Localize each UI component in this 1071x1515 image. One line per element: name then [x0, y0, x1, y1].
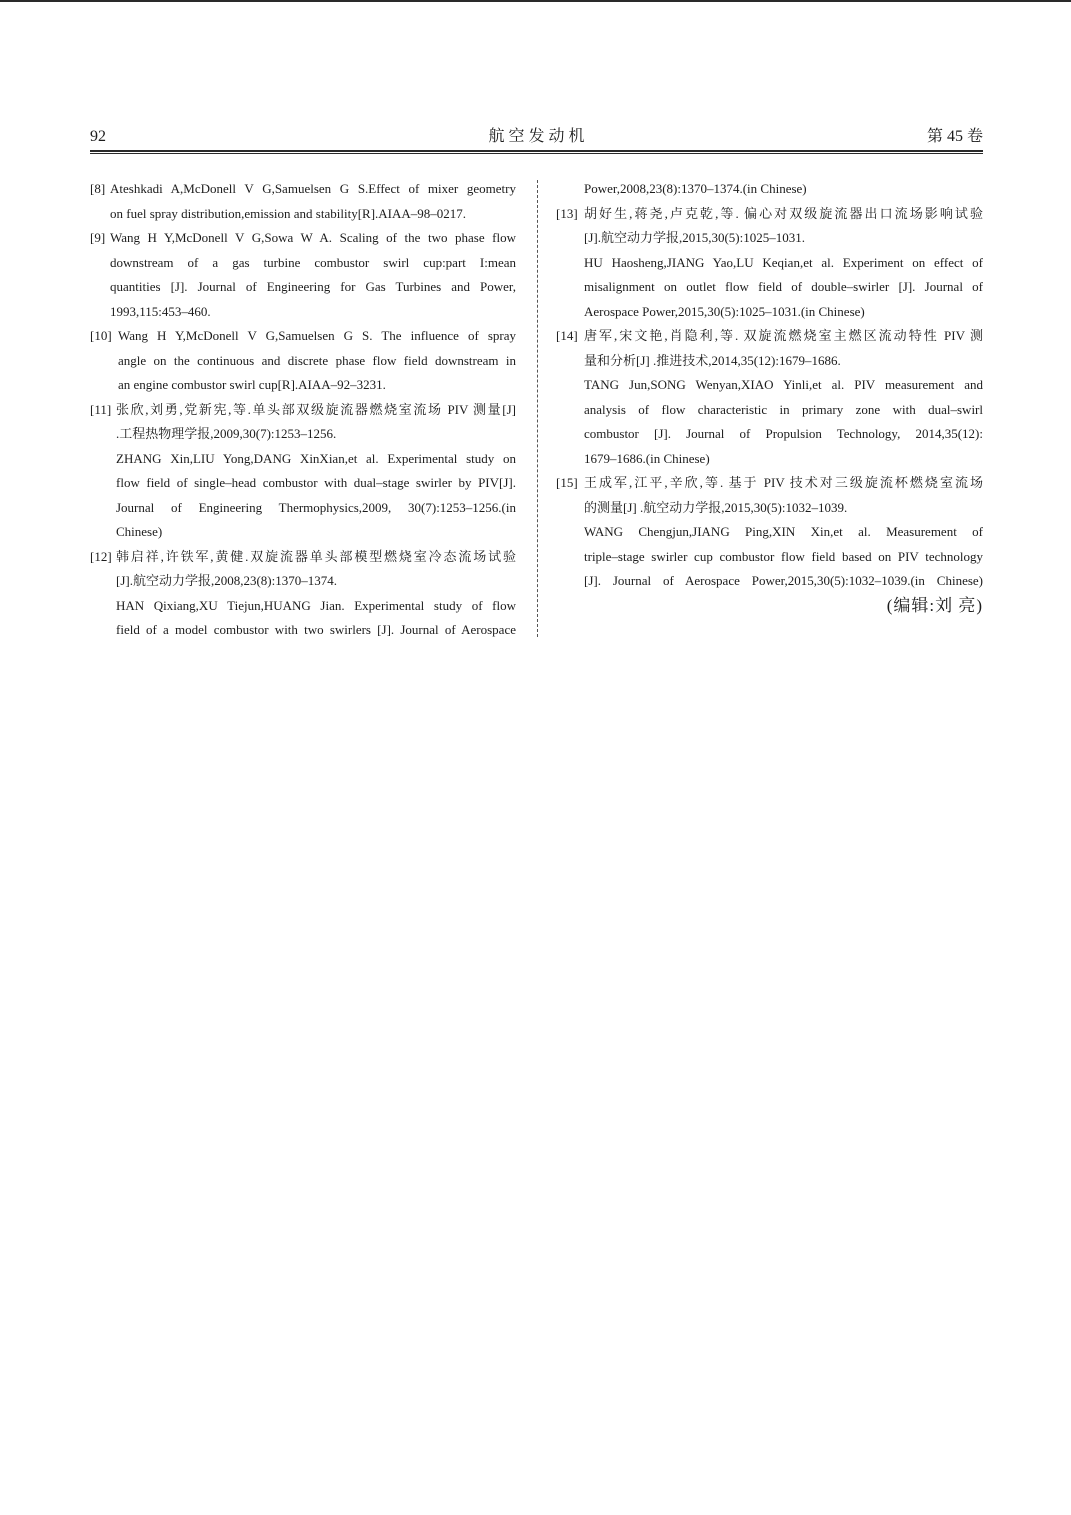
- reference-line: HU Haosheng,JIANG Yao,LU Keqian,et al. Experiment on effect of: [584, 254, 983, 270]
- header-rule: [90, 150, 983, 152]
- reference-label: [11]: [90, 401, 112, 417]
- reference-line: Aerospace Power,2015,30(5):1025–1031.(in Chinese): [584, 303, 865, 319]
- reference-line: Wang H Y,McDonell V G,Sowa W A. Scaling of the two phase flow: [110, 230, 516, 245]
- reference-line: combustor [J]. Journal of Propulsion Technology, 2014,35(12):: [584, 426, 983, 441]
- reference-line: Power,2008,23(8):1370–1374.(in Chinese): [584, 181, 807, 196]
- reference-body: [584, 324, 983, 471]
- reference-entry-14: [556, 324, 983, 471]
- reference-line: 王成军,江平,辛欣,等. 基于 PIV 技术对三级旋流杯燃烧室流场: [584, 475, 983, 490]
- references-left-column: [90, 177, 516, 643]
- header-rule-thin: [90, 153, 983, 154]
- reference-line: 胡好生,蒋尧,卢克乾,等. 偏心对双级旋流器出口流场影响试验: [584, 205, 983, 221]
- reference-line: analysis of flow characteristic in primary zone with dual–swirl: [584, 401, 983, 417]
- reference-body: [584, 202, 983, 325]
- reference-label: [14]: [556, 328, 578, 343]
- reference-entry-9: [90, 226, 516, 324]
- reference-entry-10: [90, 324, 516, 398]
- column-divider: [537, 180, 538, 637]
- reference-line: Ateshkadi A,McDonell V G,Samuelsen G S.Effect of mixer geometry: [110, 181, 516, 196]
- reference-entry-8: [90, 177, 516, 226]
- reference-entry-13: [556, 202, 983, 325]
- reference-line: Wang H Y,McDonell V G,Samuelsen G S. The influence of spray: [118, 328, 516, 343]
- reference-line: flow field of single–head combustor with dual–stage swirler by PIV[J].: [116, 475, 516, 490]
- editor-note: (编辑:刘 亮): [886, 595, 983, 615]
- reference-line: on fuel spray distribution,emission and stability[R].AIAA–98–0217.: [110, 205, 467, 221]
- reference-line: downstream of a gas turbine combustor swirl cup:part I:mean: [110, 254, 516, 270]
- running-header: [90, 127, 983, 147]
- reference-line: Chinese): [116, 524, 163, 539]
- reference-line: .工程热物理学报,2009,30(7):1253–1256.: [116, 426, 337, 441]
- reference-line: TANG Jun,SONG Wenyan,XIAO Yinli,et al. PIV measurement and: [584, 377, 983, 392]
- reference-line: 张欣,刘勇,党新宪,等.单头部双级旋流器燃烧室流场 PIV 测量[J]: [116, 401, 516, 417]
- reference-label: [12]: [90, 548, 112, 564]
- reference-line: 唐军,宋文艳,肖隐利,等. 双旋流燃烧室主燃区流动特性 PIV 测: [584, 328, 983, 343]
- volume-label: 第 45 卷: [926, 128, 983, 145]
- reference-body: [110, 177, 516, 226]
- reference-body: [110, 226, 516, 324]
- reference-line: ZHANG Xin,LIU Yong,DANG XinXian,et al. Experimental study on: [116, 450, 516, 466]
- reference-label: [15]: [556, 475, 578, 490]
- page-number: 92: [90, 128, 106, 145]
- reference-line: [J]. Journal of Aerospace Power,2015,30(5):1032–1039.(in Chinese): [584, 573, 983, 588]
- reference-label: [8]: [90, 181, 106, 196]
- reference-line: angle on the continuous and discrete phase flow field downstream in: [118, 352, 516, 368]
- reference-entry-12-continued: [584, 177, 983, 202]
- page-top-border: [0, 0, 1071, 2]
- reference-body: [116, 545, 516, 643]
- reference-entry-15: [556, 471, 983, 594]
- reference-line: 韩启祥,许铁军,黄健.双旋流器单头部模型燃烧室冷态流场试验: [116, 548, 516, 564]
- reference-line: quantities [J]. Journal of Engineering for Gas Turbines and Power,: [110, 279, 516, 294]
- reference-line: misalignment on outlet flow field of double–swirler [J]. Journal of: [584, 279, 983, 294]
- reference-body: [584, 471, 983, 594]
- reference-body: [118, 324, 516, 398]
- reference-line: field of a model combustor with two swirlers [J]. Journal of Aerospace: [116, 622, 516, 637]
- reference-label: [9]: [90, 230, 106, 245]
- reference-line: [J].航空动力学报,2015,30(5):1025–1031.: [584, 230, 805, 245]
- references-right-column: [556, 177, 983, 618]
- reference-entry-11: [90, 398, 516, 545]
- reference-label: [13]: [556, 205, 578, 221]
- reference-body: [116, 398, 516, 545]
- reference-line: WANG Chengjun,JIANG Ping,XIN Xin,et al. Measurement of: [584, 524, 983, 539]
- reference-label: [10]: [90, 328, 112, 343]
- reference-line: 量和分析[J] .推进技术,2014,35(12):1679–1686.: [584, 352, 841, 368]
- reference-entry-12: [90, 545, 516, 643]
- journal-title: 航 空 发 动 机: [488, 128, 585, 145]
- reference-line: [J].航空动力学报,2008,23(8):1370–1374.: [116, 573, 337, 588]
- reference-line: Journal of Engineering Thermophysics,2009, 30(7):1253–1256.(in: [116, 499, 516, 515]
- reference-line: 1993,115:453–460.: [110, 303, 211, 319]
- reference-line: 的测量[J] .航空动力学报,2015,30(5):1032–1039.: [584, 499, 848, 515]
- reference-line: triple–stage swirler cup combustor flow field based on PIV technology: [584, 548, 983, 564]
- reference-line: HAN Qixiang,XU Tiejun,HUANG Jian. Experimental study of flow: [116, 597, 516, 613]
- reference-line: an engine combustor swirl cup[R].AIAA–92–3231.: [118, 377, 386, 392]
- reference-line: 1679–1686.(in Chinese): [584, 450, 710, 466]
